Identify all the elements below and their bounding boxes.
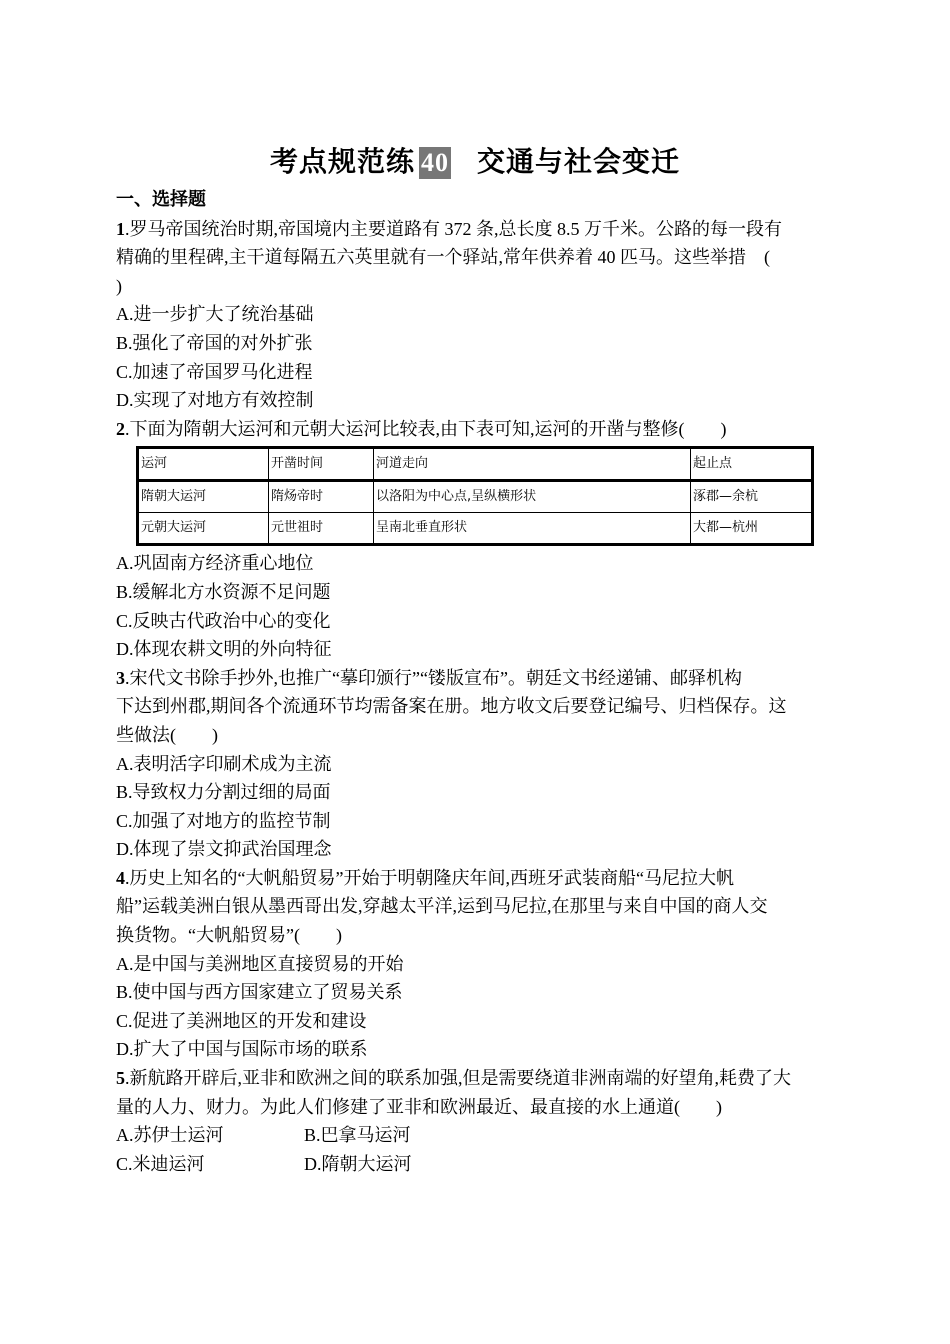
table-cell: 元世祖时 <box>269 513 374 545</box>
question-line: 船”运载美洲白银从墨西哥出发,穿越太平洋,运到马尼拉,在那里与来自中国的商人交 <box>116 896 768 917</box>
table-header-cell: 开凿时间 <box>269 448 374 481</box>
table-cell: 呈南北垂直形状 <box>374 513 691 545</box>
question-line: 些做法( ) <box>116 724 218 745</box>
table-row <box>138 481 813 513</box>
question-line: 1.罗马帝国统治时期,帝国境内主要道路有 372 条,总长度 8.5 万千米。公路的每一段有 <box>116 218 782 239</box>
option-b: B.强化了帝国的对外扩张 <box>116 332 313 353</box>
option-b: B.巴拿马运河 <box>304 1125 411 1146</box>
option-c: C.加速了帝国罗马化进程 <box>116 361 313 382</box>
option-b: B.使中国与西方国家建立了贸易关系 <box>116 982 403 1003</box>
question-line: 5.新航路开辟后,亚非和欧洲之间的联系加强,但是需要绕道非洲南端的好望角,耗费了大 <box>116 1068 791 1089</box>
table-cell: 涿郡—余杭 <box>691 481 813 513</box>
option-d: D.体现农耕文明的外向特征 <box>116 639 332 660</box>
option-row <box>116 1150 836 1179</box>
option-a: A.是中国与美洲地区直接贸易的开始 <box>116 953 404 974</box>
question-line: 4.历史上知名的“大帆船贸易”开始于明朝隆庆年间,西班牙武装商船“马尼拉大帆 <box>116 867 734 888</box>
table-cell: 隋朝大运河 <box>138 481 269 513</box>
table-header-cell: 河道走向 <box>374 448 691 481</box>
question-number: 4 <box>116 867 125 888</box>
question-line: 下达到州郡,期间各个流通环节均需备案在册。地方收文后要登记编号、归档保存。这 <box>116 696 787 717</box>
table-cell: 以洛阳为中心点,呈纵横形状 <box>374 481 691 513</box>
title-prefix: 考点规范练 <box>269 145 415 178</box>
option-d: D.隋朝大运河 <box>304 1153 412 1174</box>
option-a: A.巩固南方经济重心地位 <box>116 553 314 574</box>
question-content <box>116 186 836 1178</box>
question-line: 3.宋代文书除手抄外,也推广“摹印颁行”“镂版宣布”。朝廷文书经递铺、邮驿机构 <box>116 667 742 688</box>
option-a: A.表明活字印刷术成为主流 <box>116 753 332 774</box>
table-cell: 大都—杭州 <box>691 513 813 545</box>
option-row <box>116 1121 836 1150</box>
option-d: D.实现了对地方有效控制 <box>116 390 314 411</box>
table-header-row <box>138 448 813 481</box>
title-suffix: 交通与社会变迁 <box>477 145 681 178</box>
question-line: 精确的里程碑,主干道每隔五六英里就有一个驿站,常年供养着 40 匹马。这些举措 ( <box>116 247 770 268</box>
page-title <box>0 140 950 180</box>
option-a: A.进一步扩大了统治基础 <box>116 304 314 325</box>
question-number: 3 <box>116 667 125 688</box>
option-c: C.加强了对地方的监控节制 <box>116 810 331 831</box>
section-heading: 一、选择题 <box>116 189 206 210</box>
table-cell: 隋炀帝时 <box>269 481 374 513</box>
question-3 <box>116 664 836 864</box>
option-c: C.反映古代政治中心的变化 <box>116 610 331 631</box>
table-cell: 元朝大运河 <box>138 513 269 545</box>
table-header-cell: 起止点 <box>691 448 813 481</box>
question-5 <box>116 1064 836 1178</box>
question-2 <box>116 415 836 664</box>
question-line: ) <box>116 275 122 296</box>
option-a: A.苏伊士运河 <box>116 1125 224 1146</box>
title-number-badge: 40 <box>421 148 449 177</box>
table-header-cell: 运河 <box>138 448 269 481</box>
table-row <box>138 513 813 545</box>
question-line: 2.下面为隋朝大运河和元朝大运河比较表,由下表可知,运河的开凿与整修( ) <box>116 418 727 439</box>
question-line: 量的人力、财力。为此人们修建了亚非和欧洲最近、最直接的水上通道( ) <box>116 1096 722 1117</box>
question-number: 1 <box>116 218 125 239</box>
option-b: B.导致权力分割过细的局面 <box>116 782 331 803</box>
question-number: 2 <box>116 418 125 439</box>
option-b: B.缓解北方水资源不足问题 <box>116 581 331 602</box>
option-d: D.体现了崇文抑武治国理念 <box>116 839 332 860</box>
question-number: 5 <box>116 1068 125 1089</box>
question-1 <box>116 215 836 415</box>
canal-comparison-table <box>136 446 814 546</box>
question-4 <box>116 864 836 1064</box>
option-c: C.米迪运河 <box>116 1153 205 1174</box>
option-d: D.扩大了中国与国际市场的联系 <box>116 1039 368 1060</box>
option-c: C.促进了美洲地区的开发和建设 <box>116 1010 367 1031</box>
question-line: 换货物。“大帆船贸易”( ) <box>116 925 342 946</box>
